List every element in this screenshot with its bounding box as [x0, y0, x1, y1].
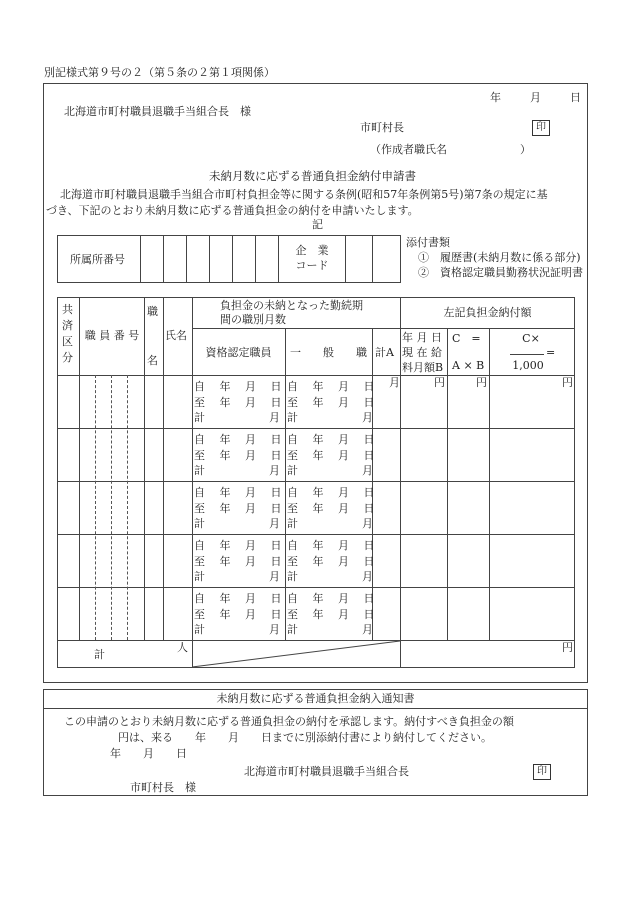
form-label: 別記様式第９号の２（第５条の２第１項関係）	[44, 66, 275, 79]
general-period: 自 年 月 日 至 年 月 日 計 月	[287, 592, 375, 636]
header-payment: 左記負担金納付額	[443, 306, 532, 319]
preparer-close: ）	[520, 143, 531, 156]
unit-yen-c: 円	[476, 376, 487, 389]
header-kyosai-kubun: 共 済 区 分	[62, 303, 73, 364]
unit-yen-salary: 円	[434, 376, 445, 389]
qualified-period: 自 年 月 日 至 年 月 日 計 月	[194, 539, 282, 583]
header-qualified-staff: 資格認定職員	[205, 346, 272, 359]
header-employee-number: 職 員 番 号	[84, 329, 140, 342]
notice-issuer: 北海道市町村職員退職手当組合長	[244, 765, 409, 778]
mayor-label: 市町村長	[360, 121, 404, 134]
general-period: 自 年 月 日 至 年 月 日 計 月	[287, 539, 375, 583]
qualified-period: 自 年 月 日 至 年 月 日 計 月	[194, 433, 282, 477]
general-period: 自 年 月 日 至 年 月 日 計 月	[287, 380, 375, 424]
attachment-2: ② 資格認定職員勤務状況証明書	[418, 266, 583, 279]
general-period: 自 年 月 日 至 年 月 日 計 月	[287, 486, 375, 530]
attachments-title: 添付書類	[406, 236, 450, 249]
date-month: 月	[530, 91, 541, 104]
footer-diagonal-line	[192, 640, 400, 668]
header-cx-2: 1,000	[512, 359, 544, 372]
header-c-formula-2: A × B	[452, 359, 485, 372]
header-c-formula-1: C =	[452, 332, 481, 345]
notice-line-2: 円は、来る 年 月 日までに別添納付書により納付してください。	[118, 731, 492, 744]
body-line-1: 北海道市町村職員退職手当組合市町村負担金等に関する条例(昭和57年条例第5号)第7条の規定に基	[60, 188, 548, 201]
body-line-2: づき、下記のとおり未納月数に応ずる普通負担金の納付を申請いたします。	[46, 204, 419, 217]
header-total-a: 計A	[375, 346, 394, 359]
header-salary: 年 月 日 現 在 給 料月額B	[402, 331, 444, 374]
notice-title: 未納月数に応ずる普通負担金納入通知書	[216, 692, 415, 705]
attachment-1: ① 履歴書(未納月数に係る部分)	[418, 251, 581, 264]
unit-yen-cx: 円	[562, 376, 573, 389]
qualified-period: 自 年 月 日 至 年 月 日 計 月	[194, 592, 282, 636]
header-shoku: 職	[147, 305, 158, 318]
header-name: 氏名	[165, 329, 187, 342]
affiliation-number-label: 所属所番号	[70, 253, 125, 266]
footer-persons-unit: 人	[177, 641, 188, 654]
addressee: 北海道市町村職員退職手当組合長 様	[64, 105, 251, 118]
notice-recipient: 市町村長 様	[130, 781, 196, 794]
application-date	[490, 92, 581, 105]
header-mei: 名	[147, 354, 158, 367]
header-cx-1: C×	[522, 332, 540, 345]
header-period-1: 負担金の未納となった勤続期	[220, 299, 363, 312]
notice-line-1: この申請のとおり未納月数に応ずる普通負担金の納付を承認します。納付すべき負担金の額	[64, 715, 514, 728]
ki-label: 記	[312, 218, 323, 231]
application-title: 未納月数に応ずる普通負担金納付申請書	[209, 169, 416, 183]
header-general-staff: 一 般 職	[290, 346, 367, 359]
footer-total-label: 計	[94, 648, 105, 661]
preparer-label: （作成者職氏名	[370, 143, 447, 156]
header-period-2: 間の職別月数	[220, 313, 286, 326]
company-code-label-1: 企 業	[295, 244, 329, 257]
footer-yen-unit: 円	[562, 641, 573, 654]
header-cx-eq: =	[546, 346, 556, 359]
company-code-label-2: コード	[295, 259, 329, 272]
qualified-period: 自 年 月 日 至 年 月 日 計 月	[194, 486, 282, 530]
issuer-seal: 印	[533, 764, 551, 780]
general-period: 自 年 月 日 至 年 月 日 計 月	[287, 433, 375, 477]
date-day: 日	[570, 91, 581, 104]
unit-month: 月	[389, 376, 400, 389]
date-year: 年	[490, 91, 501, 104]
mayor-seal: 印	[532, 120, 550, 136]
qualified-period: 自 年 月 日 至 年 月 日 計 月	[194, 380, 282, 424]
notice-date: 年 月 日	[110, 747, 187, 760]
